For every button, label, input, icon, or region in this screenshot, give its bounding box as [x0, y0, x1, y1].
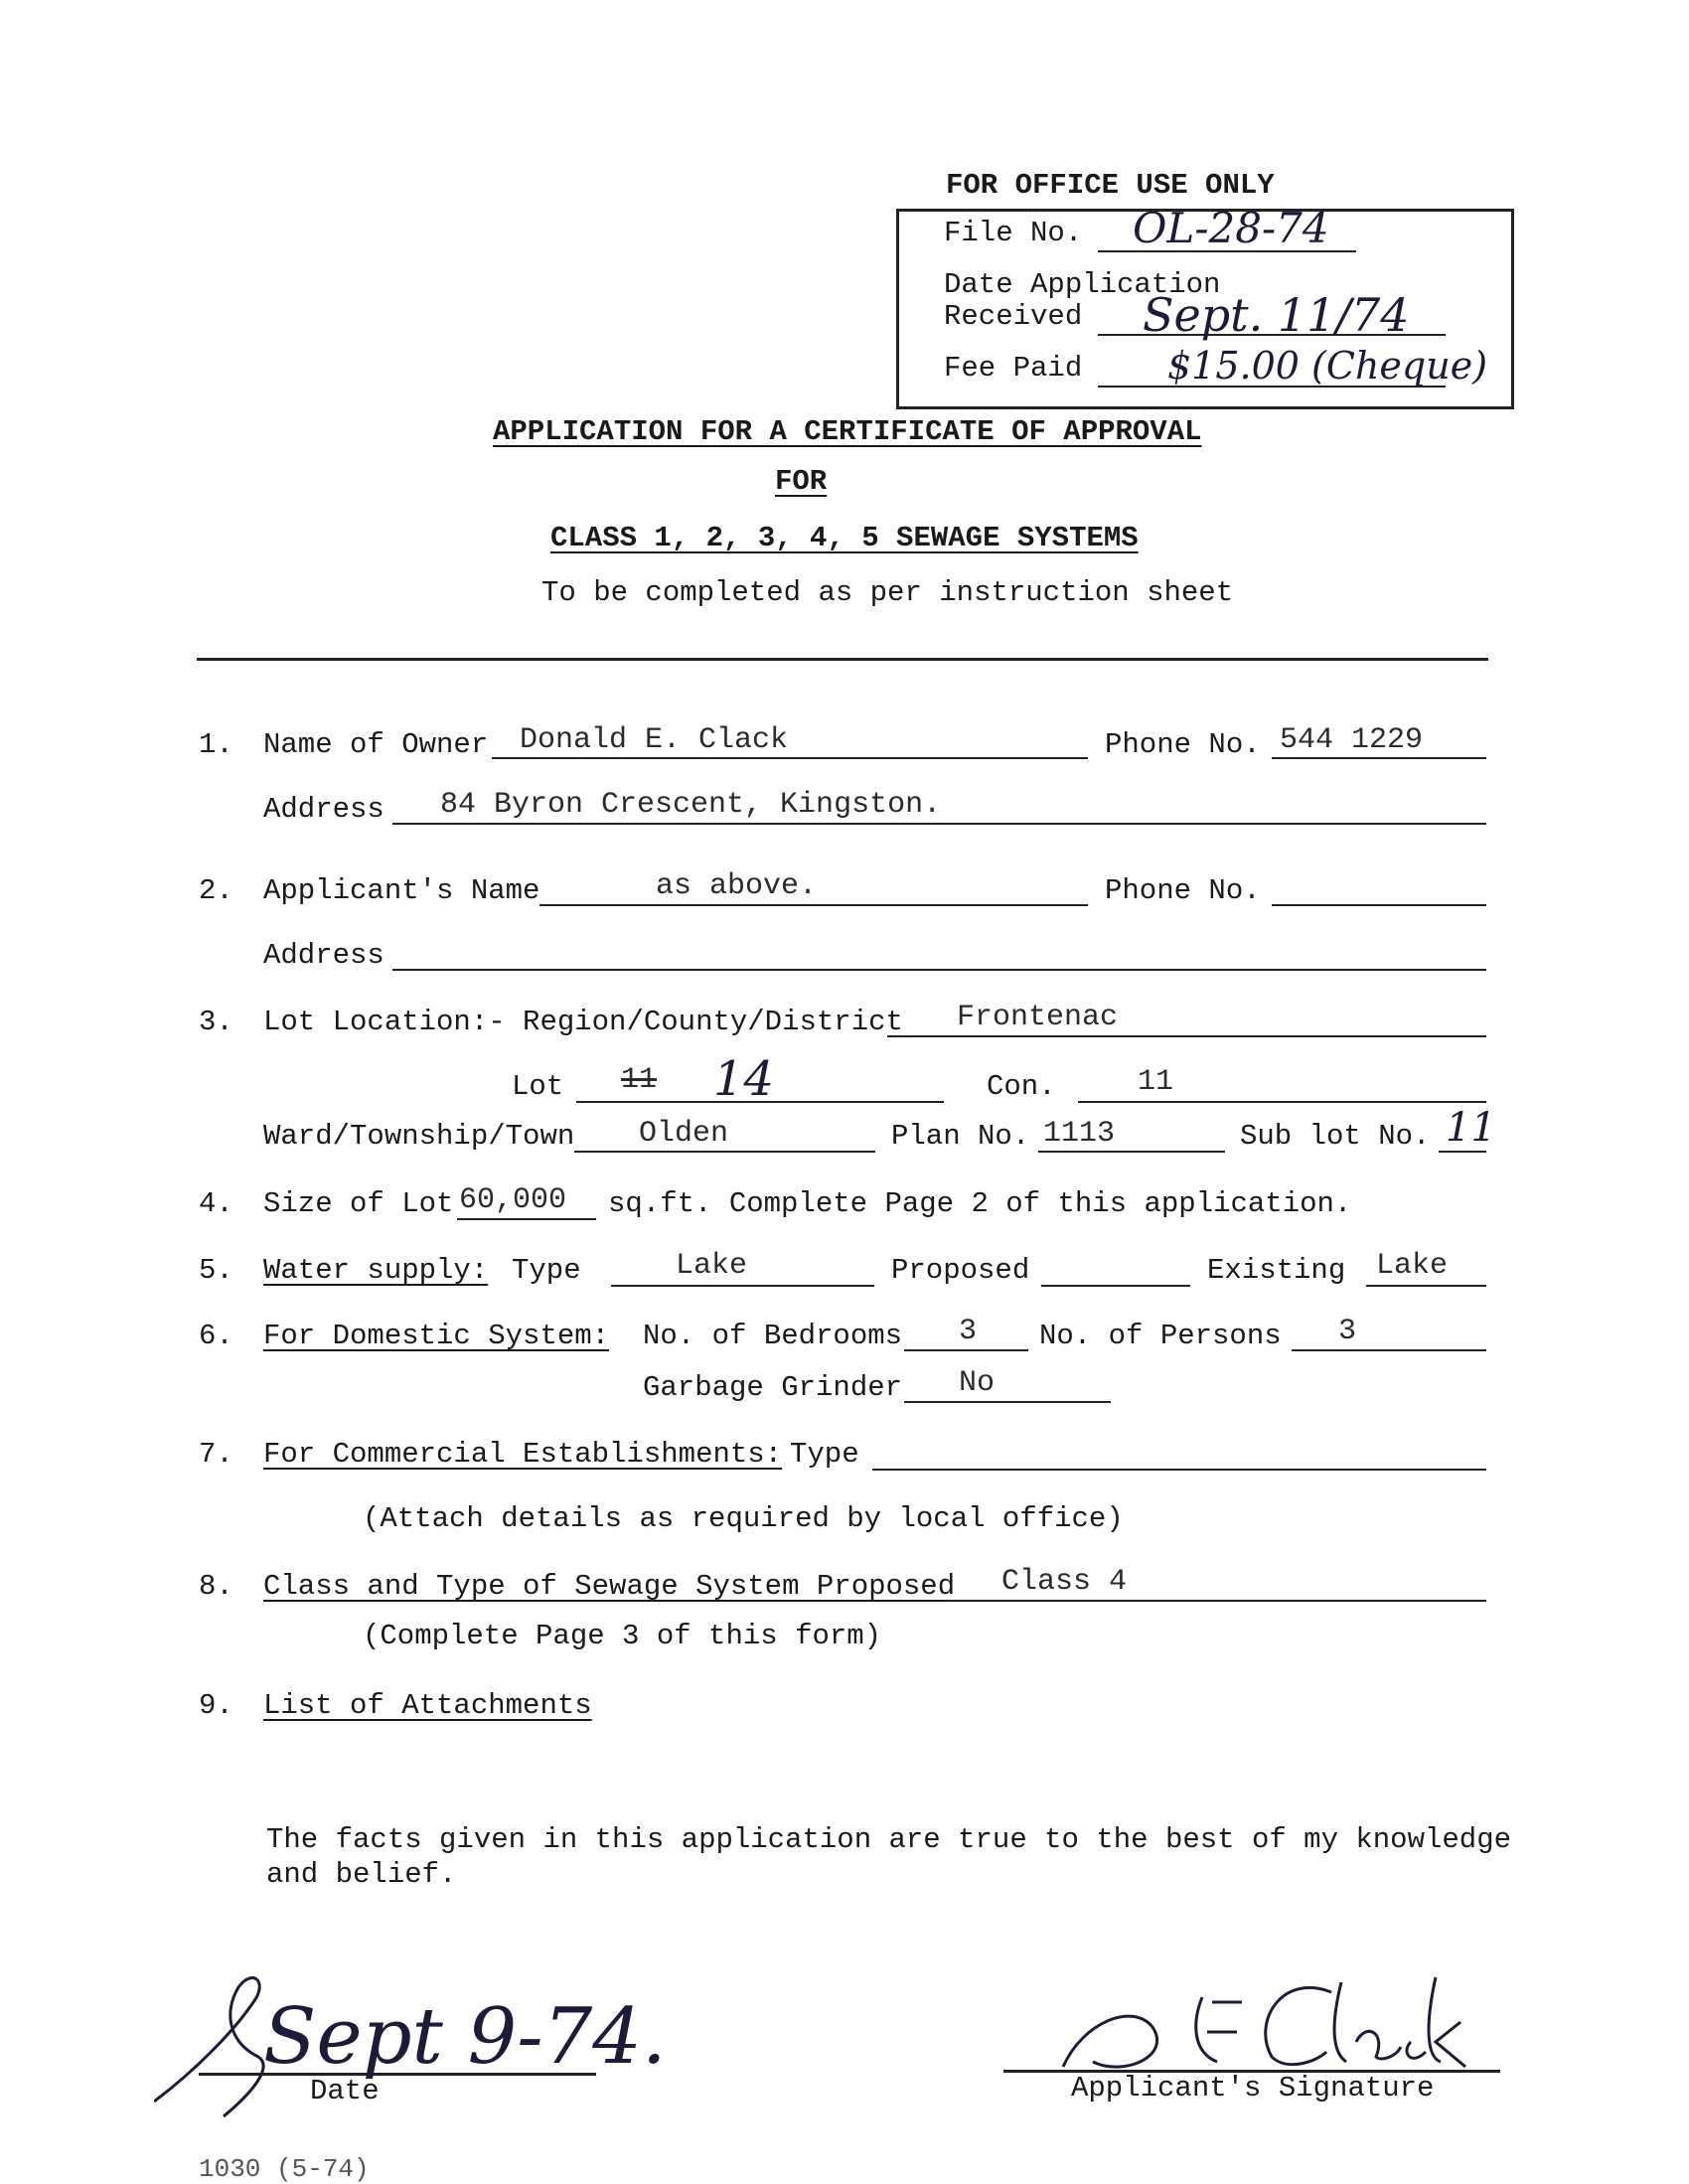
form-title: APPLICATION FOR A CERTIFICATE OF APPROVAL — [493, 415, 1202, 448]
declaration-line-1: The facts given in this application are true to the best of my knowledge — [266, 1823, 1512, 1856]
sewage-class-line — [942, 1600, 1486, 1602]
section-4-number: 4. — [199, 1187, 233, 1220]
owner-address-line — [392, 823, 1486, 825]
sub-lot-line — [1439, 1151, 1486, 1153]
applicant-name-label: Applicant's Name — [263, 874, 540, 907]
water-type-label: Type — [512, 1254, 581, 1287]
office-use-title: FOR OFFICE USE ONLY — [946, 169, 1275, 202]
garbage-grinder-label: Garbage Grinder — [643, 1371, 903, 1404]
lot-struck-value: 11 — [621, 1063, 658, 1097]
applicant-phone-label: Phone No. — [1105, 874, 1261, 907]
section-2-number: 2. — [199, 874, 233, 907]
fee-paid-value: $15.00 (Cheque) — [1167, 344, 1488, 388]
water-proposed-label: Proposed — [891, 1254, 1030, 1287]
sewage-class-note: (Complete Page 3 of this form) — [363, 1620, 882, 1652]
plan-no-line — [1038, 1151, 1225, 1153]
applicant-signature-label: Applicant's Signature — [1071, 2072, 1435, 2105]
form-title-for: FOR — [775, 465, 828, 498]
lot-location-line — [887, 1035, 1486, 1037]
file-no-label: File No. — [944, 217, 1083, 249]
date-received-label-1: Date Application — [944, 268, 1221, 301]
form-subtitle: CLASS 1, 2, 3, 4, 5 SEWAGE SYSTEMS — [550, 522, 1139, 554]
ward-line — [574, 1151, 875, 1153]
owner-phone-value: 544 1229 — [1280, 723, 1424, 757]
water-type-value: Lake — [676, 1249, 748, 1283]
lot-label: Lot — [512, 1070, 564, 1103]
domestic-system-label: For Domestic System: — [263, 1320, 610, 1352]
lot-location-label: Lot Location:- Region/County/District — [263, 1006, 903, 1038]
bedrooms-value: 3 — [959, 1315, 978, 1348]
applicant-signature — [1043, 1962, 1480, 2082]
date-signature-label: Date — [310, 2075, 380, 2107]
con-value: 11 — [1138, 1065, 1174, 1099]
declaration-line-2: and belief. — [266, 1858, 457, 1891]
persons-label: No. of Persons — [1039, 1320, 1282, 1352]
form-instruction: To be completed as per instruction sheet — [541, 576, 1234, 609]
sewage-class-value: Class 4 — [1001, 1565, 1128, 1599]
fee-paid-label: Fee Paid — [944, 352, 1083, 385]
bedrooms-line — [904, 1349, 1028, 1351]
lot-size-line — [457, 1218, 596, 1220]
persons-line — [1292, 1349, 1486, 1351]
sub-lot-label: Sub lot No. — [1240, 1120, 1431, 1153]
section-8-number: 8. — [199, 1570, 233, 1603]
con-line — [1078, 1101, 1486, 1103]
section-5-number: 5. — [199, 1254, 233, 1287]
date-received-value: Sept. 11/74 — [1143, 288, 1410, 342]
owner-name-value: Donald E. Clack — [520, 723, 789, 757]
attachments-label: List of Attachments — [263, 1689, 592, 1722]
con-label: Con. — [987, 1070, 1056, 1103]
commercial-note: (Attach details as required by local office) — [363, 1502, 1124, 1535]
sewage-class-label: Class and Type of Sewage System Proposed — [263, 1570, 956, 1603]
commercial-label: For Commercial Establishments: — [263, 1438, 783, 1471]
file-no-value: OL-28-74 — [1133, 204, 1329, 252]
applicant-name-line — [539, 904, 1088, 906]
applicant-name-value: as above. — [656, 869, 818, 903]
owner-name-line — [492, 757, 1088, 759]
ward-value: Olden — [639, 1117, 729, 1151]
commercial-type-line — [872, 1469, 1486, 1471]
form-code: 1030 (5-74) — [199, 2154, 370, 2184]
lot-value: 14 — [713, 1051, 775, 1107]
date-received-label-2: Received — [944, 300, 1083, 333]
section-6-number: 6. — [199, 1320, 233, 1352]
lot-size-label: Size of Lot — [263, 1187, 454, 1220]
lot-location-value: Frontenac — [957, 1001, 1119, 1034]
header-divider — [197, 658, 1488, 661]
applicant-address-line — [392, 969, 1486, 971]
sub-lot-value: 11 — [1446, 1105, 1496, 1151]
lot-size-suffix: sq.ft. Complete Page 2 of this application. — [608, 1187, 1352, 1220]
plan-no-value: 1113 — [1043, 1117, 1116, 1151]
water-supply-label: Water supply: — [263, 1254, 489, 1287]
persons-value: 3 — [1338, 1315, 1357, 1348]
commercial-type-label: Type — [790, 1438, 859, 1471]
owner-address-value: 84 Byron Crescent, Kingston. — [440, 788, 942, 822]
plan-no-label: Plan No. — [891, 1120, 1030, 1153]
water-proposed-line — [1041, 1285, 1190, 1287]
owner-name-label: Name of Owner — [263, 728, 489, 761]
bedrooms-label: No. of Bedrooms — [643, 1320, 903, 1352]
owner-phone-line — [1272, 757, 1486, 759]
water-existing-label: Existing — [1207, 1254, 1346, 1287]
water-type-line — [611, 1285, 874, 1287]
section-9-number: 9. — [199, 1689, 233, 1722]
applicant-address-label: Address — [263, 939, 384, 972]
garbage-grinder-line — [904, 1401, 1111, 1403]
garbage-grinder-value: No — [959, 1366, 996, 1400]
section-7-number: 7. — [199, 1438, 233, 1471]
lot-size-value: 60,000 — [459, 1183, 567, 1217]
owner-phone-label: Phone No. — [1105, 728, 1261, 761]
ward-label: Ward/Township/Town — [263, 1120, 575, 1153]
water-existing-line — [1366, 1285, 1486, 1287]
owner-address-label: Address — [263, 793, 384, 826]
date-signature-value: Sept 9-74. — [263, 1992, 667, 2082]
section-3-number: 3. — [199, 1006, 233, 1038]
section-1-number: 1. — [199, 728, 233, 761]
water-existing-value: Lake — [1376, 1249, 1449, 1283]
applicant-phone-line — [1272, 904, 1486, 906]
